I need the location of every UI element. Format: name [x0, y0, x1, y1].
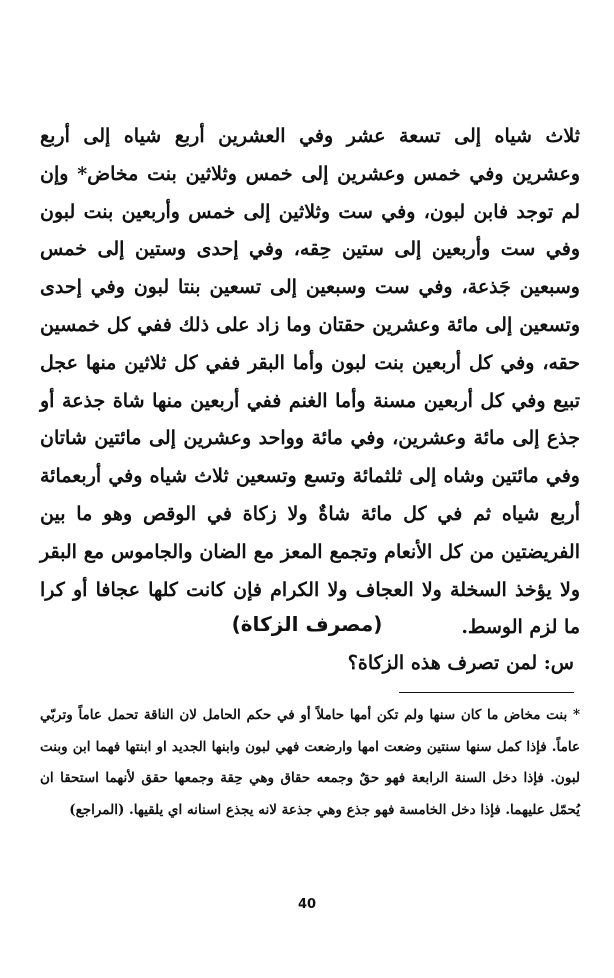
section-heading: (مصرف الزكاة): [231, 612, 383, 636]
footnote-block: [40, 700, 580, 826]
main-text-block: [40, 118, 580, 647]
page-number: 40: [297, 897, 317, 912]
footnote-text: * بنت مخاض ما كان سنها ولم تكن أمها حاملاً أو في حكم الحامل لان الناقة تحمل عاماً وتربّي عاماً. فإذا كمل سنها سنتين وضعت امها وارضعت فهي لبون وابنها الجديد او ابنتها فهما ابن وبنت لبون. فإذا دخل السنة الرابعة فهو حقٌ وجمعه حقاق وهي حِقة وجمعها حقق لأنهما استحقا ان يُحمّل عليهما. فإذا دخل الخامسة فهو جذع وهي جذعة لانه يجذع اسنانه اي يلقيها. (المراجع): [40, 707, 580, 818]
question-line: س: لمن تصرف هذه الزكاة؟: [347, 652, 574, 674]
main-paragraph: ثلاث شياه إلى تسعة عشر وفي العشرين أربع شياه إلى أربع وعشرين وفي خمس وعشرين إلى خمس وثلاثين بنت مخاض* وإن لم توجد فابن لبون، وفي ست وثلاثين إلى خمس وأربعين بنت لبون وفي ست وأربعين إلى ستين حِقه، وفي إحدى وستين إلى خمس وسبعين جَذعة، وفي ست وسبعين إلى تسعين بنتا لبون وفي إحدى وتسعين إلى مائة وعشرين حقتان وما زاد على ذلك ففي كل خمسين حقه، وفي كل أربعين بنت لبون وأما البقر ففي كل ثلاثين منها عجل تبيع وفي كل أربعين مسنة وأما الغنم ففي أربعين منها شاة جذعة أو جذع إلى مائة وعشرين، وفي مائة وواحد وعشرين إلى مائتين شاتان وفي مائتين وشاه إلى ثلثمائة وتسع وتسعين ثلاث شياه وفي أربعمائة أربع شياه ثم في كل مائة شاةٌ ولا زكاة في الوقص وهو ما بين الفريضتين من كل الأنعام وتجمع المعز مع الضان والجاموس مع البقر ولا يؤخذ السخلة ولا العجاف ولا الكرام فإن كانت كلها عجافا أو كرا ما لزم الوسط.: [40, 125, 580, 639]
footnote-divider: [399, 692, 574, 693]
